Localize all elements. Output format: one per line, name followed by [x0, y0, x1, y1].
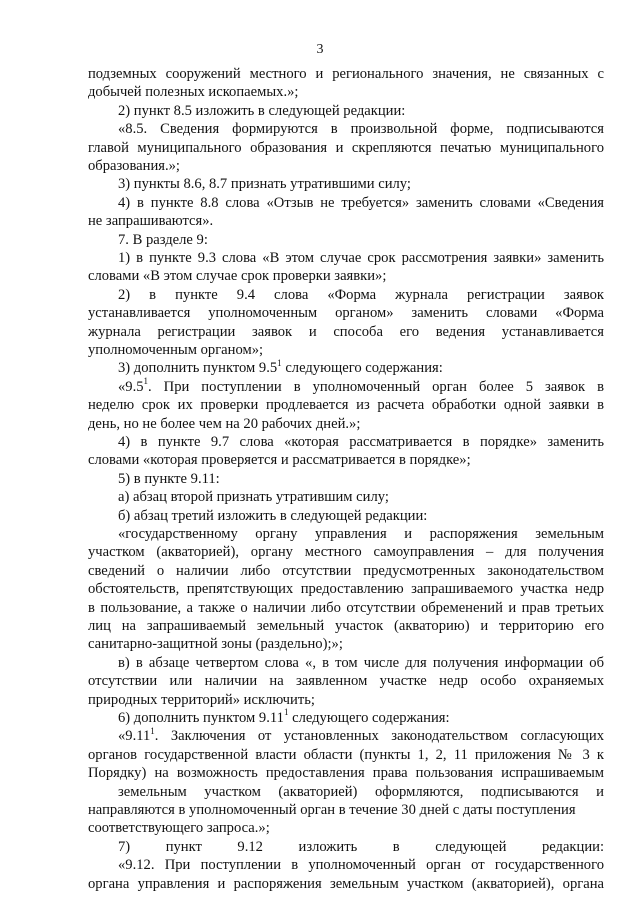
text-line: участком (акваторией), органу местного самоуправления – для получения: [88, 544, 604, 561]
text-line: 4) в пункте 8.8 слова «Отзыв не требуется» заменить словами «Сведения: [118, 194, 604, 211]
text-line: 4) в пункте 9.7 слова «которая рассматривается в порядке» заменить: [118, 434, 604, 450]
text-line: 3) дополнить пунктом $9.5^1$ следующего содержания:: [118, 357, 443, 377]
text-line: направляются в уполномоченный орган в течение 30 дней с даты поступления: [88, 802, 576, 818]
text-line: б) абзац третий изложить в следующей редакции:: [118, 507, 428, 524]
text-line: 3) пункты 8.6, 8.7 признать утратившими силу;: [118, 176, 411, 193]
text-line: «9.11$^1$. Заключения от установленных законодательством согласующих: [118, 725, 604, 745]
superscript: 1: [283, 707, 289, 718]
text-line: добычей полезных ископаемых.»;: [88, 84, 299, 101]
text-line: обстоятельств, препятствующих предоставлению запрашиваемого участка недр: [88, 581, 604, 598]
text-line: а) абзац второй признать утратившим силу;: [118, 489, 389, 506]
text-line: словами «которая проверяется и рассматривается в порядке»;: [88, 452, 471, 469]
text-line: неделю срок их проверки продлевается из расчета обработки одной заявки в: [88, 397, 604, 414]
text-line: день, но не более чем на 20 рабочих дней.»;: [88, 415, 361, 432]
text-line: 5) в пункте 9.11:: [118, 470, 220, 487]
text-line: лиц на запрашиваемый земельный участок (акваторию) и территорию его: [88, 618, 604, 634]
text-line: 2) в пункте 9.4 слова «Форма журнала регистрации заявок: [118, 286, 604, 303]
text-line: 6) дополнить пунктом 9.11$^1$ следующего содержания:: [118, 707, 450, 726]
text-line: земельным участком (акваторией) оформляются, подписываются и: [118, 783, 604, 800]
text-line: сведений о наличии либо отсутствии предусмотренных законодательством: [88, 562, 604, 579]
text-line: Порядку) на возможность предоставления права пользования испрашиваемым: [88, 765, 604, 782]
text-line: соответствующего запроса.»;: [88, 820, 270, 837]
text-line: в) в абзаце четвертом слова «, в том числе для получения информации об: [118, 654, 604, 671]
text-line: 2) пункт 8.5 изложить в следующей редакции:: [118, 102, 406, 119]
text-line: отсутствии или наличии на заявленном участке недр особо охраняемых: [88, 673, 604, 690]
text-line: природных территорий» исключить;: [88, 691, 315, 708]
text-line: санитарно-защитной зоны (раздельно);»;: [88, 636, 343, 653]
text-line: «8.5. Сведения формируются в произвольной форме, подписываются: [118, 121, 604, 138]
text-line: устанавливается уполномоченным органом» заменить словами «Форма: [88, 305, 604, 322]
text-line: не запрашиваются».: [88, 213, 214, 230]
text-line: «9.12. При поступлении в уполномоченный орган от государственного: [118, 857, 604, 874]
text-line: журнала регистрации заявок и способа его ведения устанавливается: [88, 323, 604, 340]
text-line: «государственному органу управления и распоряжения земельным: [118, 526, 604, 542]
text-line: словами «В этом случае срок проверки заявки»;: [88, 268, 387, 285]
text-line: подземных сооружений местного и регионального значения, не связанных с: [88, 66, 604, 82]
text-line: 7) пункт 9.12 изложить в следующей редакции:: [118, 838, 604, 855]
text-line: главой муниципального образования и скрепляются печатью муниципального: [88, 139, 604, 156]
text-line: органов государственной власти области (пункты 1, 2, 11 приложения № 3 к: [88, 746, 604, 763]
page-number: 3: [316, 42, 324, 57]
text-line: в пользование, а также о наличии либо отсутствии обременений и прав третьих: [88, 599, 604, 616]
superscript: 1: [277, 357, 282, 368]
text-line: образования.»;: [88, 158, 180, 174]
text-line: «$9.5^1$. При поступлении в уполномоченный орган более 5 заявок в: [118, 375, 604, 395]
text-line: органа управления и распоряжения земельным участком (акваторией), органа: [88, 875, 604, 892]
superscript: 1: [150, 725, 155, 736]
text-line: уполномоченным органом»;: [88, 342, 264, 358]
text-line: 1) в пункте 9.3 слова «В этом случае срок рассмотрения заявки» заменить: [118, 250, 604, 266]
superscript: 1: [143, 375, 149, 386]
section-heading: 7. В разделе 9:: [118, 231, 208, 248]
